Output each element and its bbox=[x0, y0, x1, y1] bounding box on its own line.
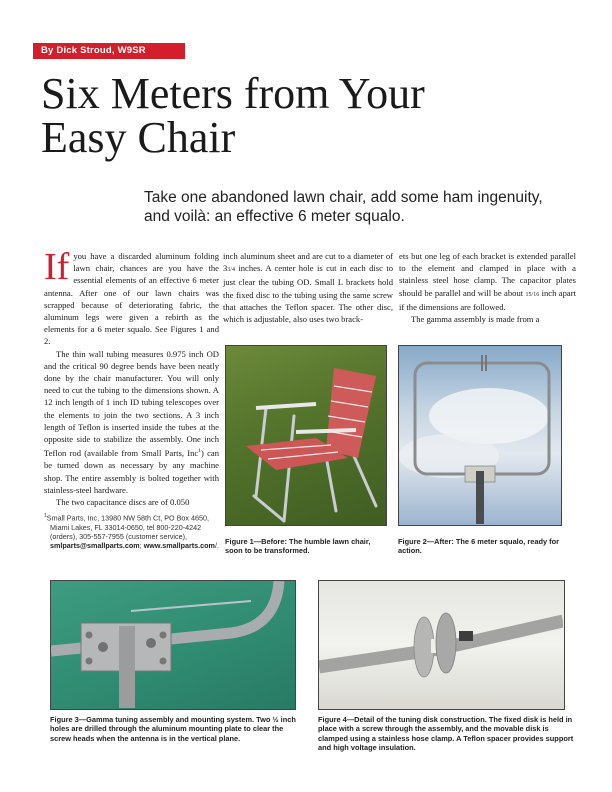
figure-1-photo bbox=[225, 345, 387, 526]
figure-3-caption: Figure 3—Gamma tuning assembly and mounting system. Two ½ inch holes are drilled through the aluminum mounting plate to clear the screw heads when the antenna is in the vertical plane. bbox=[50, 715, 296, 743]
body-paragraph bbox=[399, 250, 576, 313]
footnote-email: smlparts@smallparts.com bbox=[50, 541, 140, 550]
deck-line-1: Take one abandoned lawn chair, add some ham ingenuity, bbox=[144, 189, 543, 206]
footnote-text: Small Parts, Inc, 13980 NW 58th Ct, PO Box 4650, Miami Lakes, FL 33014-0650, tel 800-220-4242 (orders), 305-557-7955 (customer service), bbox=[46, 513, 209, 541]
body-paragraph bbox=[44, 246, 219, 348]
paragraph-text: The thin wall tubing measures 0.975 inch OD and the critical 90 degree bends have been neatly done by the chair manufacturer. You will only need to cut the tubing to the dimensions shown. A 12 inch length of 1 inch ID tubing telescopes over the elements to join the two sections. A 3 inch length of Teflon is inserted inside the tubes at the opposite side to stabilize the assembly. One inch Teflon rod (available from Small Parts, Inc bbox=[44, 348, 219, 459]
tuning-disk-image bbox=[319, 581, 563, 708]
drop-cap: If bbox=[44, 246, 70, 288]
paragraph-text: you have a discarded aluminum folding lawn chair, chances are you have the essential elements of an effective 6 meter antenna. After one of our lawn chairs was scrapped because of deteriorating fabric, the aluminum legs were given a rebirth as the elements for a 6 meter squalo. See Figures 1 and 2. bbox=[44, 251, 219, 347]
paragraph-text: The gamma assembly is made from a bbox=[411, 314, 540, 325]
fraction: 15/16 bbox=[525, 291, 540, 298]
footnote-ref: 1 bbox=[198, 448, 201, 455]
squalo-antenna-image bbox=[399, 346, 560, 524]
body-column-2 bbox=[223, 250, 393, 325]
paragraph-text: ets but one leg of each bracket is extended parallel to the element and clamped in place with a stainless steel hose clamp. The capacitor plates should be parallel and will be about bbox=[399, 251, 576, 298]
figure-2-photo bbox=[398, 345, 562, 526]
article-deck bbox=[144, 188, 584, 226]
body-paragraph bbox=[399, 313, 576, 325]
article-title bbox=[41, 69, 581, 162]
figure-3-photo bbox=[50, 580, 296, 710]
body-column-3 bbox=[399, 250, 576, 325]
deck-line-2: and voilà: an effective 6 meter squalo. bbox=[144, 208, 405, 225]
footnote-url: www.smallparts.com bbox=[143, 541, 215, 550]
figure-2-caption: Figure 2—After: The 6 meter squalo, ready for action. bbox=[398, 537, 559, 556]
figure-1-caption: Figure 1—Before: The humble lawn chair, soon to be transformed. bbox=[225, 537, 371, 556]
figure-4-caption: Figure 4—Detail of the tuning disk construction. The fixed disk is held in place with a screw through the assembly, and the movable disk is clamped using a stainless hose clamp. A Teflon spacer provides support and high voltage insulation. bbox=[318, 715, 574, 753]
byline-text: By Dick Stroud, W9SR bbox=[41, 45, 146, 56]
paragraph-text: inch apart if the dimensions are followed. bbox=[399, 287, 576, 312]
gamma-assembly-image bbox=[51, 581, 294, 708]
fraction: 3/4 bbox=[227, 267, 235, 274]
footnote-separator: ; bbox=[139, 541, 144, 550]
paragraph-text: inches. A center hole is cut in each disc to just clear the tubing OD. Small L brackets hold the fixed disc to the tubing using the same screw that attaches the Teflon spacer. The other disc, which is adjustable, also uses two brack- bbox=[223, 263, 393, 325]
body-paragraph bbox=[44, 496, 219, 508]
footnote bbox=[44, 512, 220, 550]
footnote-marker: 1 bbox=[44, 513, 47, 519]
figure-4-photo bbox=[318, 580, 565, 710]
footnote-end: /. bbox=[214, 541, 219, 550]
title-line-2: Easy Chair bbox=[41, 113, 236, 162]
byline-banner bbox=[33, 43, 185, 59]
body-paragraph bbox=[44, 348, 219, 496]
lawn-chair-image bbox=[226, 346, 385, 524]
paragraph-text: ) can be turned down as necessary by any machine shop. The entire assembly is bolted together with stainless-steel hardware. bbox=[44, 448, 219, 495]
body-paragraph bbox=[223, 250, 393, 325]
paragraph-text: inch aluminum sheet and are cut to a diameter of 3 bbox=[223, 251, 393, 274]
title-line-1: Six Meters from Your bbox=[41, 69, 425, 118]
paragraph-text: The two capacitance discs are of 0.050 bbox=[56, 496, 190, 507]
body-column-1 bbox=[44, 246, 219, 508]
